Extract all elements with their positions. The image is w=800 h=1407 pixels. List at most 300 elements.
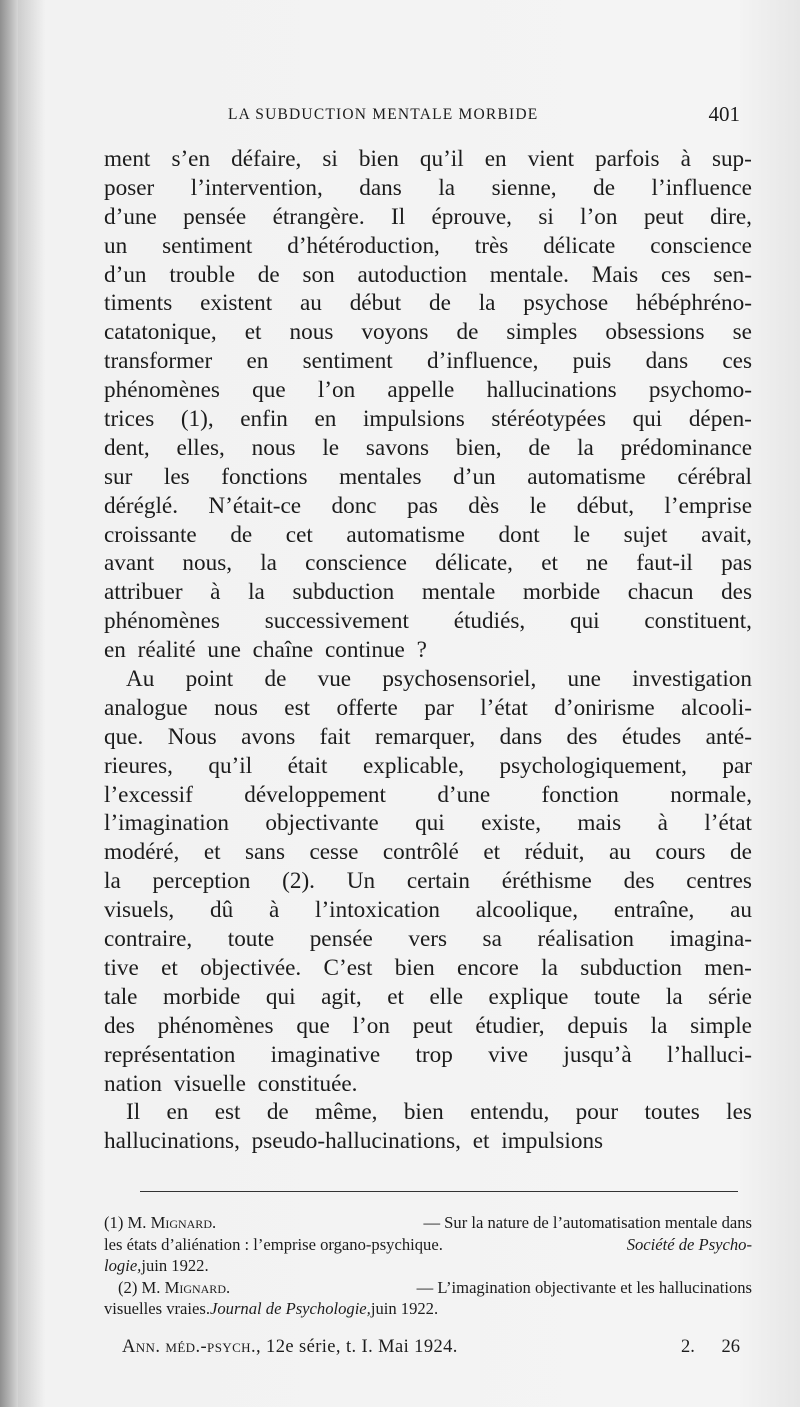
word: déréglé. [104,492,179,519]
word: début, [576,492,635,519]
body-line: hallucinations, pseudo-hallucinations, et impulsions [104,1128,604,1155]
word: Nous [167,723,217,750]
word: successivement [264,608,409,635]
word: ment [104,146,151,172]
word: par [722,752,752,779]
word: délicate [543,232,616,259]
word: toutes [644,1099,700,1126]
word: dans [499,723,543,750]
word: qui [632,406,663,433]
word: modéré, [104,839,180,866]
word: que. [104,723,144,750]
word: le [322,434,340,461]
footnote-1-author: Mignard. [150,1213,217,1232]
word: en [314,406,337,433]
word: l’état [480,694,528,721]
word: Au [126,666,155,693]
word: phénomènes [157,1012,274,1039]
word: étrangère. [272,203,365,230]
word: attribuer [104,579,183,606]
footer-sheet-number: 2. 26 [681,1337,740,1357]
word: était [287,752,328,779]
word: subduction [580,954,682,981]
word: remarquer, [375,723,476,750]
word: jusqu’à [563,1041,632,1068]
word: des [566,723,598,750]
word: depuis [567,1012,628,1039]
word: qui [265,983,296,1010]
footnote-1-journal: Société de Psycho- [626,1234,752,1254]
word: qu’il [208,752,253,779]
word: N’était-ce [208,492,302,519]
word: automatisme [527,463,646,490]
footnote-1-line-3 [104,1255,752,1277]
word: un [104,232,128,259]
word: Un [346,868,376,895]
running-head [104,100,744,132]
word: tive [104,954,139,981]
body-line [104,232,752,261]
body-line [104,318,752,347]
word: à [268,897,280,924]
footnote-1-line2-plain: les états d’aliénation : l’emprise organo-psychique. [104,1234,443,1254]
word: ces [722,348,752,375]
footnote-2-line-2 [104,1298,752,1320]
word: (1), [180,406,214,433]
footer-journal [122,1337,458,1358]
word: objectivée. [200,954,302,981]
word: avant [104,550,155,577]
word: sur [104,463,133,490]
word: développement [244,781,386,808]
word: le [529,492,547,519]
word: la [541,954,558,981]
word: de [266,1099,289,1126]
word: que [296,1012,330,1039]
word: simple [690,1012,752,1039]
word: certain [406,868,470,895]
word: au [730,897,752,924]
word: ces [660,261,691,288]
word: bien [403,1099,444,1126]
word: la [248,579,265,606]
word: simples [506,319,578,346]
word: pensée [309,926,373,953]
word: obsessions [605,319,705,346]
word: son [302,261,335,288]
word: rieures, [104,752,173,779]
word: dans [645,348,689,375]
word: mentale. [489,261,569,288]
word: l’on [580,203,618,230]
word: début [349,290,402,317]
word: d’une [104,203,157,230]
word: sujet [623,521,668,548]
body-line [104,781,752,810]
word: croissante [104,521,197,548]
word: études [621,723,682,750]
word: nous [289,319,334,346]
word: mentale [421,579,496,606]
body-line [104,723,752,752]
word: dont [498,521,540,548]
body-line [104,1041,752,1070]
word: de [730,839,752,866]
word: nous [251,434,296,461]
word: cours [655,839,706,866]
word: phénomènes [104,608,220,635]
footnote-2-date: juin 1922. [370,1299,439,1319]
word: nous [214,694,258,721]
word: sa [482,926,502,953]
word: hébéphréno- [636,290,752,317]
word: catatonique, [104,319,217,346]
word: enfin [240,406,288,433]
page-gutter-shadow [0,0,18,1407]
word: offerte [336,694,398,721]
word: le [573,521,591,548]
word: alcooli- [681,694,752,721]
word: l’influence [651,174,752,201]
word: trices [104,406,155,433]
body-line [104,549,752,578]
word: l’on [317,377,356,404]
word: chacun [627,579,694,606]
word: et [387,983,404,1010]
page-footer [122,1337,740,1365]
word: contrôlé [382,839,459,866]
word: des [104,1012,135,1039]
word: et [483,839,501,866]
word: au [300,290,322,317]
word: réalisation [537,926,635,953]
word: cérébral [677,463,752,490]
word: fonctions [221,463,308,490]
word: et [203,839,221,866]
word: l’intervention, [190,174,323,201]
body-line [104,694,752,723]
word: très [474,232,509,259]
word: et [541,550,558,577]
footnote-1-date: juin 1922. [141,1256,209,1276]
word: d’onirisme [554,694,655,721]
word: psychose [523,290,609,317]
word: pour [575,1099,619,1126]
word: en [166,1099,189,1126]
word: bien, [455,434,502,461]
word: sentiment [302,348,393,375]
word: anté- [705,723,752,750]
body-line [104,925,752,954]
word: d’un [453,463,496,490]
word: à [680,146,691,172]
word: les [163,463,190,490]
word: nous, [182,550,233,577]
body-line [104,578,752,607]
word: men- [704,954,752,981]
word: à [657,810,668,837]
word: éréthisme [501,868,592,895]
word: objectivante [265,810,379,837]
word: psychomo- [648,377,752,404]
footnote-1-text: — Sur la nature de l’automatisation mentale dans [423,1213,752,1232]
word: tale [104,983,138,1010]
body-line [104,289,752,318]
word: défaire, [231,146,302,172]
body-line [104,867,752,896]
word: agit, [321,983,362,1010]
word: à [210,579,221,606]
word: conscience [305,550,407,577]
word: imaginative [270,1041,381,1068]
word: point [185,666,234,693]
footnote-2-text: — L’imagination objectivante et les hallucinations [416,1277,752,1297]
word: peut [412,1012,453,1039]
word: impulsions [362,406,465,433]
word: vue [317,666,352,693]
word: vers [408,926,447,953]
word: elles, [176,434,225,461]
body-line: en réalité une chaîne continue ? [104,637,427,664]
word: faut-il [636,550,693,577]
word: existe, [481,810,541,837]
body-line [104,492,752,521]
word: de [429,290,451,317]
word: dès [468,492,500,519]
body-line [104,376,752,405]
word: de [456,319,479,346]
word: Il [390,203,406,230]
word: l’emprise [664,492,752,519]
word: autoduction [357,261,467,288]
word: d’une [437,781,491,808]
word: avait, [701,521,752,548]
footnote-2-number: (2) M. [118,1277,165,1297]
body-line [104,174,752,203]
word: qu’il [419,146,464,172]
body-line [104,954,752,983]
word: sentiment [162,232,253,259]
word: des [623,868,655,895]
word: voyons [361,319,429,346]
body-line [104,463,752,492]
word: morbide [163,983,241,1010]
word: la [665,983,683,1010]
word: l’excessif [104,781,193,808]
footnote-2-journal: Journal de Psychologie, [210,1299,371,1319]
footnote-rule [140,1191,738,1192]
word: toute [227,926,275,953]
word: qui [415,810,445,837]
word: entendu, [470,1099,550,1126]
body-line [104,607,752,636]
word: pensée [183,203,247,230]
word: d’un [104,261,147,288]
word: alcoolique, [475,897,579,924]
footnote-1-line-1 [104,1212,752,1234]
footnote-1-number: (1) M. [104,1213,151,1232]
word: dire, [710,203,752,230]
word: investigation [632,666,752,693]
word: peut [643,203,684,230]
word: psychologiquement, [499,752,687,779]
word: l’halluci- [667,1041,752,1068]
word: elle [429,983,463,1010]
word: centres [686,868,752,895]
word: perception [152,868,251,895]
word: normale, [670,781,752,808]
word: prédominance [620,434,752,461]
word: la [438,174,456,201]
word: est [284,694,311,721]
word: pas [721,550,752,577]
word: dans [359,174,402,201]
word: conscience [650,232,752,259]
word: même, [315,1099,378,1126]
word: phénomènes [104,377,220,404]
footnote-2-author: Mignard. [164,1277,231,1297]
word: l’intoxication [315,897,440,924]
word: dent, [104,434,150,461]
word: la [478,290,496,317]
word: hallucinations [486,377,617,404]
word: fonction [541,781,619,808]
word: des [721,579,752,606]
body-line [104,896,752,925]
body-line [104,1098,752,1127]
body-text [104,145,752,1156]
word: poser [104,174,155,201]
word: série [708,983,752,1010]
word: est [214,1099,241,1126]
word: toute [593,983,641,1010]
word: l’état [704,810,752,837]
footnote-2-line-1 [104,1277,752,1299]
word: morbide [522,579,601,606]
footnotes [104,1212,752,1320]
word: bien [394,954,435,981]
word: donc [331,492,377,519]
word: contraire, [104,926,193,953]
word: se [732,319,752,346]
word: vient [527,146,575,172]
body-line [104,405,752,434]
word: qui [569,608,600,635]
word: au [608,839,631,866]
word: et [244,319,262,346]
word: de [230,521,253,548]
word: encore [457,954,519,981]
word: trop [415,1041,453,1068]
word: une [567,666,601,693]
word: l’on [352,1012,390,1039]
word: transformer [104,348,213,375]
word: cet [285,521,313,548]
word: mais [577,810,622,837]
running-title: LA SUBDUCTION MENTALE MORBIDE [228,106,539,123]
word: sen- [713,261,752,288]
word: en [484,146,507,172]
word: réduit, [524,839,585,866]
word: automatisme [346,521,465,548]
word: la [577,434,594,461]
word: de [593,174,616,201]
word: psychosensoriel, [382,666,537,693]
body-line: nation visuelle constituée. [104,1070,358,1097]
word: constituent, [644,608,752,635]
footer-journal-details: , 12e série, t. I. Mai 1924. [256,1337,458,1357]
word: pas [406,492,438,519]
word: entraîne, [613,897,695,924]
footnote-2-line2-plain: visuelles vraies. [104,1299,210,1319]
body-line [104,434,752,463]
body-line [104,983,752,1012]
word: bien [358,146,399,172]
word: si [538,203,554,230]
body-line [104,1012,752,1041]
word: de [257,261,280,288]
word: existent [200,290,273,317]
word: dépen- [688,406,752,433]
word: que [252,377,286,404]
word: si [322,146,338,172]
word: vive [488,1041,529,1068]
word: mentales [339,463,422,490]
body-line [104,752,752,781]
word: ne [586,550,609,577]
word: cesse [309,839,359,866]
word: d’influence, [427,348,539,375]
body-line [104,809,752,838]
word: la [260,550,277,577]
word: dû [209,897,234,924]
body-line [104,665,752,694]
word: explique [488,983,569,1010]
word: avons [241,723,296,750]
word: fait [319,723,351,750]
word: s’en [171,146,211,172]
word: les [726,1099,752,1126]
footnote-1-line-2 [104,1234,752,1256]
word: timents [104,290,173,317]
word: sans [245,839,285,866]
body-line [104,261,752,290]
page-number: 401 [708,102,740,126]
word: parfois [595,146,660,172]
body-line [104,347,752,376]
word: Il [126,1099,141,1126]
word: visuels, [104,897,175,924]
word: de [528,434,551,461]
word: savons [365,434,429,461]
word: et [161,954,178,981]
word: la [650,1012,668,1039]
word: C’est [323,954,373,981]
body-line [104,521,752,550]
body-line [104,838,752,867]
word: Mais [591,261,639,288]
word: étudier, [475,1012,545,1039]
word: de [264,666,287,693]
word: trouble [169,261,235,288]
word: d’hétéroduction, [287,232,440,259]
word: puis [572,348,612,375]
word: la [104,868,121,895]
word: par [424,694,454,721]
word: explicable, [362,752,465,779]
word: stéréotypées [491,406,606,433]
word: sup- [711,146,752,172]
